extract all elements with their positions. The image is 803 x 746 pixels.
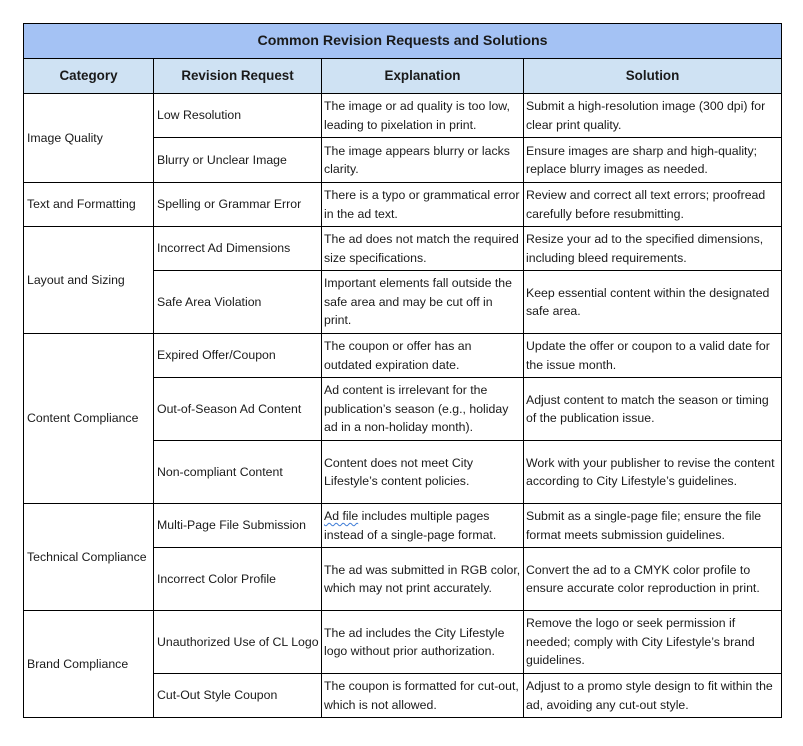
category-cell: Image Quality — [24, 94, 154, 183]
category-cell: Layout and Sizing — [24, 227, 154, 334]
solution-cell: Work with your publisher to revise the content according to City Lifestyle’s guidelines. — [524, 441, 782, 504]
category-cell: Brand Compliance — [24, 611, 154, 718]
solution-cell: Adjust to a promo style design to fit within the ad, avoiding any cut-out style. — [524, 674, 782, 718]
revision-requests-table — [23, 23, 782, 718]
table-title-row — [24, 24, 782, 59]
solution-cell: Submit a high-resolution image (300 dpi) for clear print quality. — [524, 94, 782, 138]
table-row — [24, 227, 782, 271]
header-explanation: Explanation — [322, 59, 524, 94]
solution-cell: Review and correct all text errors; proofread carefully before resubmitting. — [524, 183, 782, 227]
explanation-cell: Ad content is irrelevant for the publication’s season (e.g., holiday ad in a non-holiday month). — [322, 378, 524, 441]
spelling-marked-text: Ad file — [324, 509, 359, 523]
table-row — [24, 504, 782, 548]
solution-cell: Convert the ad to a CMYK color profile to ensure accurate color reproduction in print. — [524, 548, 782, 611]
category-cell: Text and Formatting — [24, 183, 154, 227]
request-cell: Multi-Page File Submission — [154, 504, 322, 548]
document-page — [23, 23, 782, 718]
request-cell: Unauthorized Use of CL Logo — [154, 611, 322, 674]
request-cell: Incorrect Ad Dimensions — [154, 227, 322, 271]
table-row — [24, 183, 782, 227]
solution-cell: Adjust content to match the season or timing of the publication issue. — [524, 378, 782, 441]
explanation-cell: The ad includes the City Lifestyle logo without prior authorization. — [322, 611, 524, 674]
table-row — [24, 94, 782, 138]
table-header-row — [24, 59, 782, 94]
explanation-cell: Content does not meet City Lifestyle’s content policies. — [322, 441, 524, 504]
explanation-cell: The ad was submitted in RGB color, which may not print accurately. — [322, 548, 524, 611]
request-cell: Spelling or Grammar Error — [154, 183, 322, 227]
table-row — [24, 611, 782, 674]
category-cell: Content Compliance — [24, 334, 154, 504]
request-cell: Blurry or Unclear Image — [154, 138, 322, 183]
explanation-cell — [322, 504, 524, 548]
request-cell: Non-compliant Content — [154, 441, 322, 504]
request-cell: Low Resolution — [154, 94, 322, 138]
solution-cell: Remove the logo or seek permission if needed; comply with City Lifestyle’s brand guidelines. — [524, 611, 782, 674]
explanation-cell: There is a typo or grammatical error in the ad text. — [322, 183, 524, 227]
category-cell: Technical Compliance — [24, 504, 154, 611]
solution-cell: Update the offer or coupon to a valid date for the issue month. — [524, 334, 782, 378]
request-cell: Incorrect Color Profile — [154, 548, 322, 611]
explanation-cell: The image appears blurry or lacks clarity. — [322, 138, 524, 183]
request-cell: Safe Area Violation — [154, 271, 322, 334]
header-solution: Solution — [524, 59, 782, 94]
explanation-cell: The image or ad quality is too low, leading to pixelation in print. — [322, 94, 524, 138]
solution-cell: Keep essential content within the designated safe area. — [524, 271, 782, 334]
request-cell: Cut-Out Style Coupon — [154, 674, 322, 718]
request-cell: Expired Offer/Coupon — [154, 334, 322, 378]
table-row — [24, 334, 782, 378]
explanation-cell: The coupon is formatted for cut-out, which is not allowed. — [322, 674, 524, 718]
explanation-cell: The coupon or offer has an outdated expiration date. — [322, 334, 524, 378]
explanation-cell: Important elements fall outside the safe area and may be cut off in print. — [322, 271, 524, 334]
solution-cell: Resize your ad to the specified dimensions, including bleed requirements. — [524, 227, 782, 271]
explanation-text: includes multiple pages instead of a single-page format. — [324, 509, 497, 542]
solution-cell: Submit as a single-page file; ensure the file format meets submission guidelines. — [524, 504, 782, 548]
request-cell: Out-of-Season Ad Content — [154, 378, 322, 441]
explanation-cell: The ad does not match the required size specifications. — [322, 227, 524, 271]
solution-cell: Ensure images are sharp and high-quality; replace blurry images as needed. — [524, 138, 782, 183]
header-category: Category — [24, 59, 154, 94]
table-title: Common Revision Requests and Solutions — [24, 24, 782, 59]
header-revision-request: Revision Request — [154, 59, 322, 94]
